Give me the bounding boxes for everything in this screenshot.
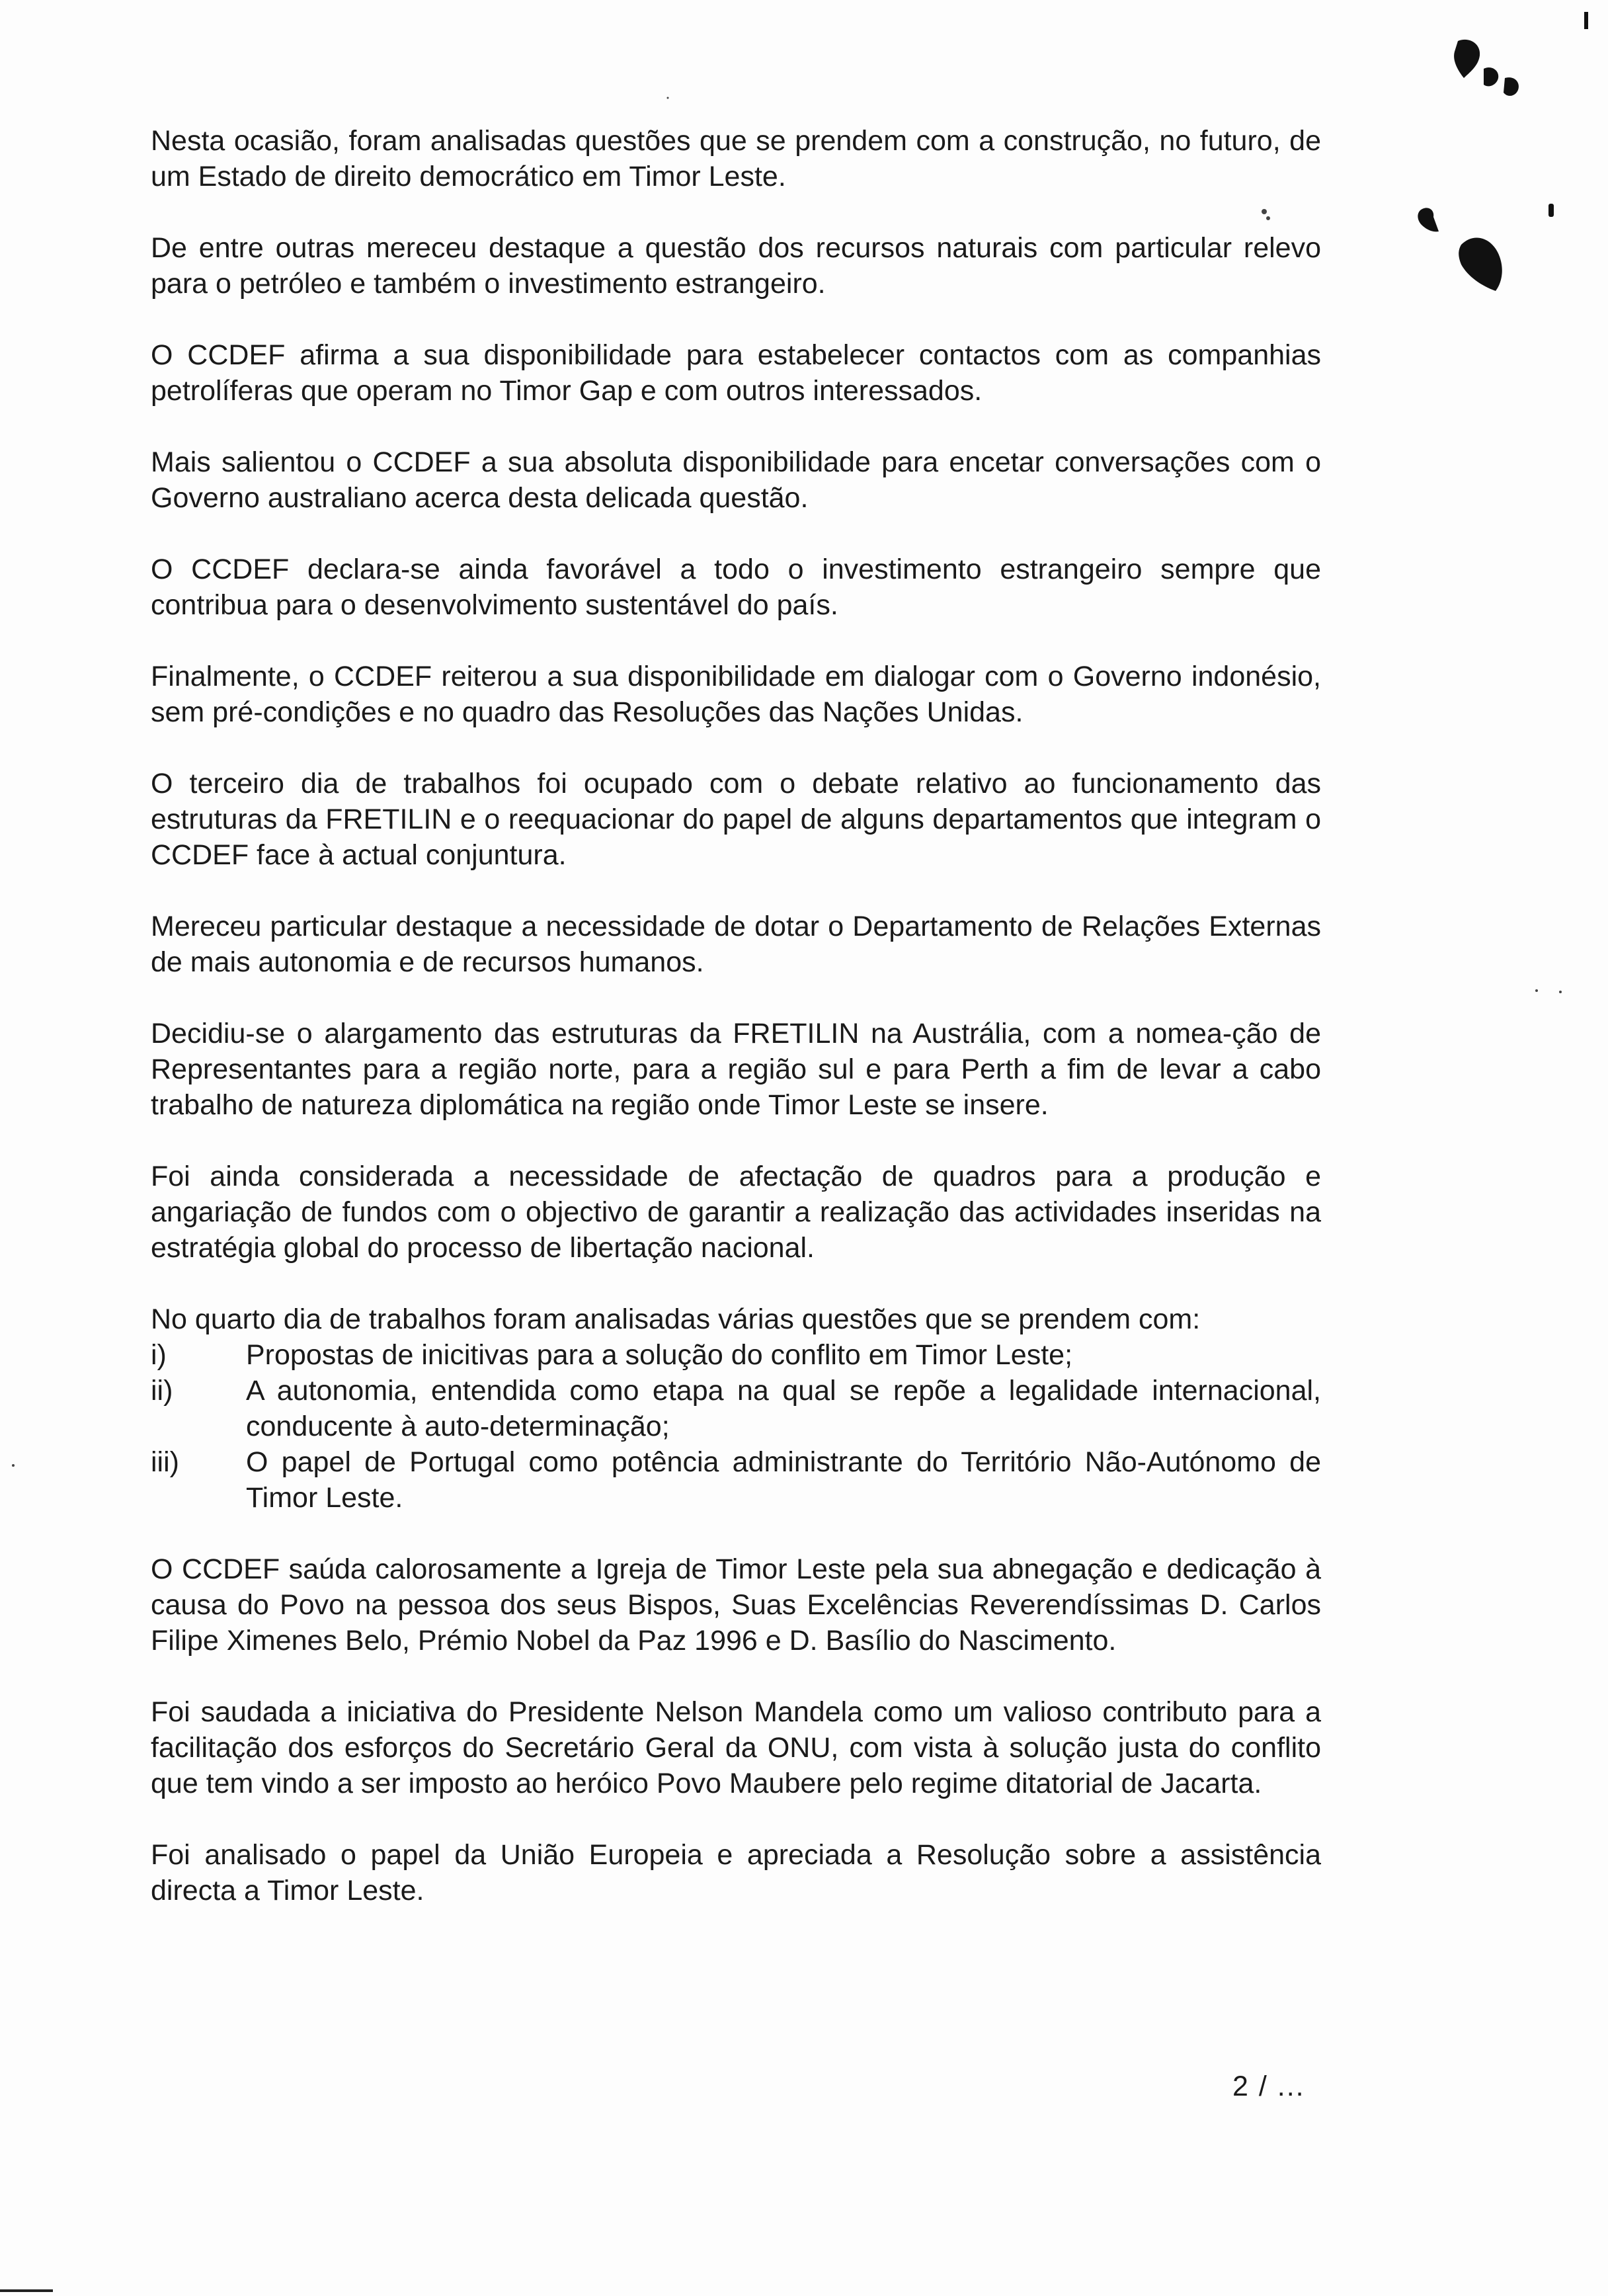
page-number: 2 / ...: [1232, 2070, 1305, 2102]
list-text: O papel de Portugal como potência administrante do Território Não-Autónomo de Timor Leste.: [246, 1446, 1321, 1514]
document-body: [151, 123, 1321, 1944]
scan-blot-top-3: [1504, 77, 1519, 96]
paragraph-companhias-petroliferas: O CCDEF afirma a sua disponibilidade para estabelecer contactos com as companhias petrolíferas que operam no Timor Gap e com outros interessados.: [151, 339, 1321, 407]
paragraph-uniao-europeia: Foi analisado o papel da União Europeia e apreciada a Resolução sobre a assistência directa a Timor Leste.: [151, 1839, 1321, 1906]
paragraph-relacoes-externas: Mereceu particular destaque a necessidade de dotar o Departamento de Relações Externas de mais autonomia e de recursos humanos.: [151, 911, 1321, 978]
paragraph-quarto-dia: No quarto dia de trabalhos foram analisadas várias questões que se prendem com:: [151, 1303, 1201, 1335]
scan-tick-mid: [1548, 204, 1554, 217]
list-text: Propostas de inicitivas para a solução do conflito em Timor Leste;: [246, 1339, 1073, 1371]
paragraph-afectacao-quadros: Foi ainda considerada a necessidade de afectação de quadros para a produção e angariação de fundos com o objectivo de garantir a realização das actividades inseridas na estratégia global do processo de libertação nacional.: [151, 1161, 1321, 1264]
scan-blot-mid-2: [1459, 238, 1502, 291]
scan-blot-mid-1: [1418, 208, 1439, 231]
list-item: [151, 1444, 1321, 1516]
paragraph-recursos-naturais: De entre outras mereceu destaque a questão dos recursos naturais com particular relevo para o petróleo e também o investimento estrangeiro.: [151, 232, 1321, 300]
list-text: A autonomia, entendida como etapa na qual se repõe a legalidade internacional, conducente à auto-determinação;: [246, 1375, 1321, 1442]
paragraph-governo-indonesio: Finalmente, o CCDEF reiterou a sua disponibilidade em dialogar com o Governo indonésio, sem pré-condições e no quadro das Resoluções das Nações Unidas.: [151, 661, 1321, 728]
paragraph-investimento-estrangeiro: O CCDEF declara-se ainda favorável a todo o investimento estrangeiro sempre que contribua para o desenvolvimento sustentável do país.: [151, 554, 1321, 621]
speck: [12, 1464, 15, 1467]
hole-punch-marks: [1418, 12, 1588, 291]
list-item: [151, 1373, 1321, 1444]
paragraph-estado-direito: Nesta ocasião, foram analisadas questões que se prendem com a construção, no futuro, de um Estado de direito democrático em Timor Leste.: [151, 125, 1321, 192]
list-item: [151, 1337, 1321, 1373]
scan-edge-line: [0, 2289, 53, 2292]
paragraph-australia: Decidiu-se o alargamento das estruturas da FRETILIN na Austrália, com a nomea-ção de Representantes para a região norte, para a região sul e para Perth a fim de levar a cabo trabalho de natureza diplomática na região onde Timor Leste se insere.: [151, 1018, 1321, 1121]
questions-list: [151, 1337, 1321, 1516]
paragraph-governo-australiano: Mais salientou o CCDEF a sua absoluta disponibilidade para encetar conversações com o Governo australiano acerca desta delicada questão.: [151, 446, 1321, 514]
list-marker: ii): [151, 1375, 173, 1407]
scan-tick-top: [1584, 12, 1588, 29]
speck: [1535, 989, 1538, 992]
list-marker: i): [151, 1339, 167, 1371]
paragraph-igreja-timor: O CCDEF saúda calorosamente a Igreja de Timor Leste pela sua abnegação e dedicação à causa do Povo na pessoa dos seus Bispos, Suas Excelências Reverendíssimas D. Carlos Filipe Ximenes Belo, Prémio Nobel da Paz 1996 e D. Basílio do Nascimento.: [151, 1553, 1321, 1657]
speck: [667, 97, 669, 99]
scan-blot-top-1: [1454, 40, 1480, 78]
paragraph-terceiro-dia: O terceiro dia de trabalhos foi ocupado com o debate relativo ao funcionamento das estruturas da FRETILIN e o reequacionar do papel de alguns departamentos que integram o CCDEF face à actual conjuntura.: [151, 768, 1321, 871]
speck: [1559, 991, 1562, 993]
list-marker: iii): [151, 1446, 179, 1478]
scan-blot-top-2: [1484, 67, 1498, 86]
paragraph-nelson-mandela: Foi saudada a iniciativa do Presidente Nelson Mandela como um valioso contributo para a facilitação dos esforços do Secretário Geral da ONU, com vista à solução justa do conflito que tem vindo a ser imposto ao heróico Povo Maubere pelo regime ditatorial de Jacarta.: [151, 1696, 1321, 1799]
